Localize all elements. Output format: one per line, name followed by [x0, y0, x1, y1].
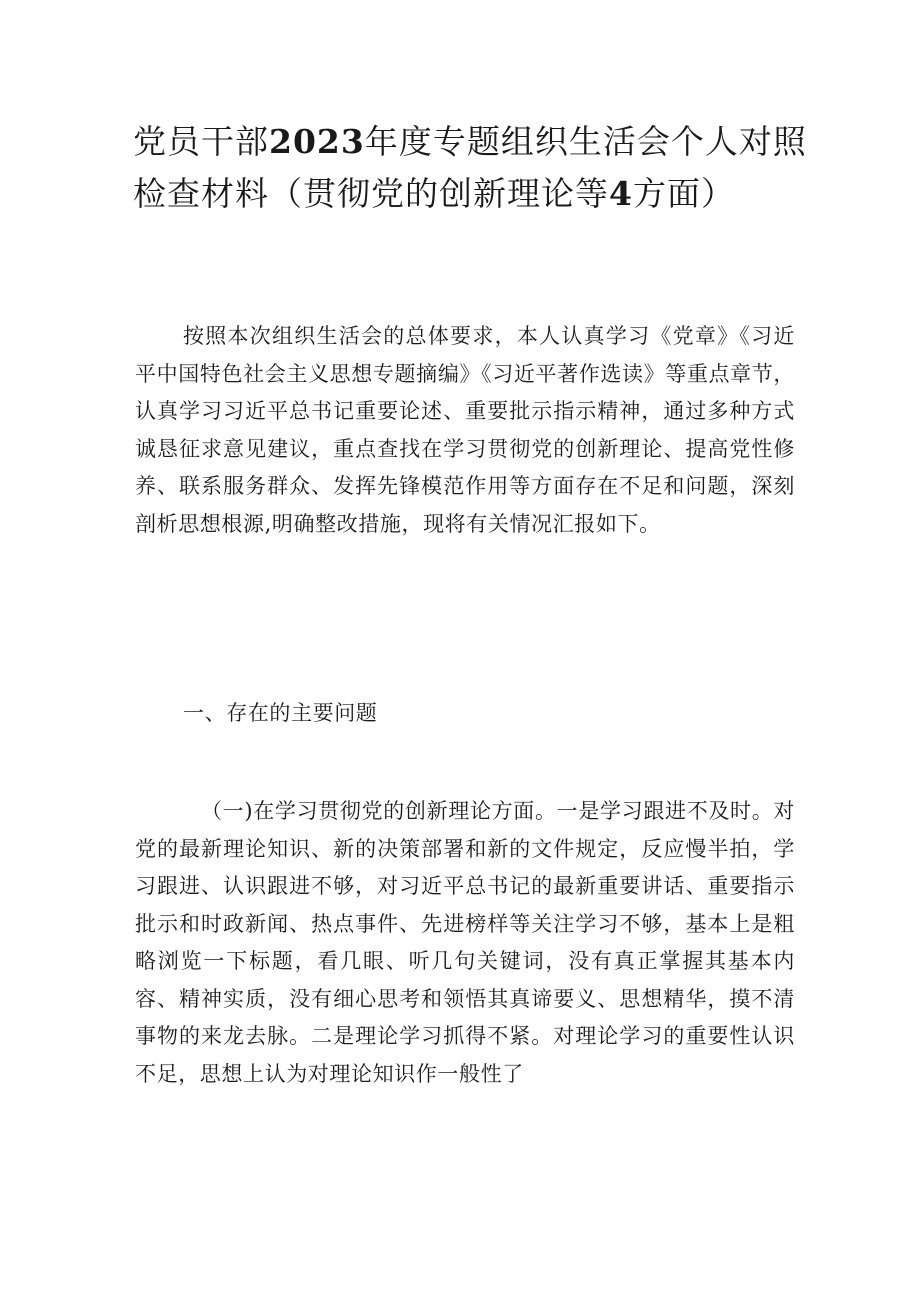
section-heading-1: 一、存在的主要问题: [183, 701, 378, 725]
title-part-2: 年度专题组织生活会个人对照检查材料（贯彻党的创新理论等: [133, 122, 807, 213]
section-1-paragraph: （一)在学习贯彻党的创新理论方面。一是学习跟进不及时。对党的最新理论知识、新的决策部署和新的文件规定，反应慢半拍，学习跟进、认识跟进不够，对习近平总书记的最新重要讲话、重要指示批示和时政新闻、热点事件、先进榜样等关注学习不够，基本上是粗略浏览一下标题，看几眼、听几句关键词，没有真正掌握其基本内容、精神实质，没有细心思考和领悟其真谛要义、思想精华，摸不清事物的来龙去脉。二是理论学习抓得不紧。对理论学习的重要性认识不足，思想上认为对理论知识作一般性了: [135, 799, 795, 1086]
title-number: 4: [609, 174, 633, 213]
title-year: 2023: [269, 122, 365, 161]
document-title: [133, 116, 813, 220]
title-part-3: 方面）: [632, 174, 735, 213]
title-part-1: 党员干部: [133, 122, 269, 161]
intro-paragraph: 按照本次组织生活会的总体要求，本人认真学习《党章》《习近平中国特色社会主义思想专题摘编》《习近平著作选读》等重点章节，认真学习习近平总书记重要论述、重要批示指示精神，通过多种方式诚恳征求意见建议，重点查找在学习贯彻党的创新理论、提高党性修养、联系服务群众、发挥先锋模范作用等方面存在不足和问题，深刻剖析思想根源,明确整改措施，现将有关情况汇报如下。: [135, 324, 795, 536]
